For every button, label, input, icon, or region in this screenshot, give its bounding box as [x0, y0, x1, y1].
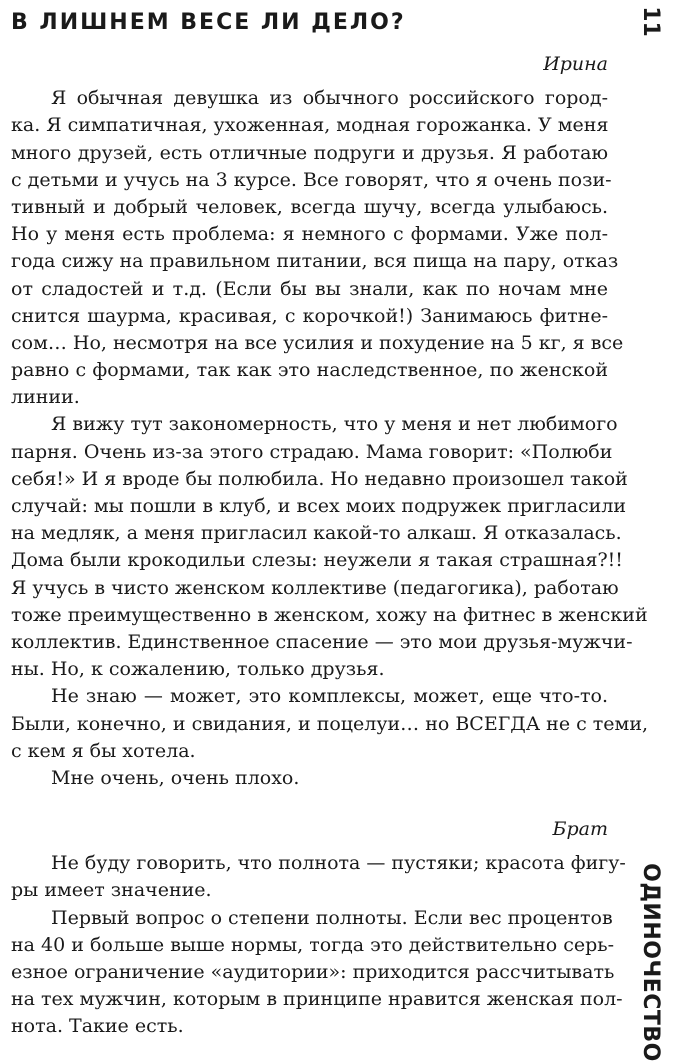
text-line: линии. [11, 386, 80, 409]
letter-author: Ирина [543, 53, 608, 75]
text-line: Я учусь в чисто женском коллективе (педагогика), работаю [11, 576, 619, 599]
letter-paragraph [11, 765, 608, 792]
text-line: парня. Очень из-за этого страдаю. Мама говорит: «Полюби [11, 440, 613, 463]
text-line: на медляк, а меня пригласил какой-то алкаш. Я отказалась. [11, 522, 622, 545]
page-number-label: 11 [637, 5, 663, 37]
text-line: много друзей, есть отличные подруги и друзья. Я работаю [11, 141, 608, 164]
text-line: Дома были крокодильи слезы: неужели я такая страшная?!! [11, 549, 623, 572]
text-line: коллектив. Единственное спасение — это мои друзья-мужчи- [11, 630, 633, 653]
text-line: от сладостей и т.д. (Если бы вы знали, как по ночам мне [11, 277, 608, 300]
text-line: ка. Я симпатичная, ухоженная, модная горожанка. У меня [11, 114, 609, 137]
text-line: Я вижу тут закономерность, что у меня и нет любимого [51, 413, 618, 436]
text-line: езное ограничение «аудитории»: приходится рассчитывать [11, 961, 615, 984]
reply-author: Брат [552, 818, 608, 841]
text-line: ны. Но, к сожалению, только друзья. [11, 658, 385, 681]
text-line: себя!» И я вроде бы полюбила. Но недавно произошел такой [11, 467, 628, 490]
text-line: года сижу на правильном питании, вся пища на пару, отказ [11, 250, 619, 273]
text-line: тоже преимущественно в женском, хожу на фитнес в женский [11, 603, 648, 626]
text-line: тивный и добрый человек, всегда шучу, всегда улыбаюсь. [11, 195, 608, 218]
text-line: Не буду говорить, что полнота — пустяки; красота фигу- [51, 852, 626, 875]
reply-paragraph [11, 905, 623, 1041]
running-head [635, 862, 665, 1061]
text-line: снится шаурма, красивая, с корочкой!) Занимаюсь фитне- [11, 304, 608, 327]
text-line: Но у меня есть проблема: я немного с формами. Уже пол- [11, 223, 608, 246]
text-line: Мне очень, очень плохо. [51, 766, 300, 789]
text-line: Я обычная девушка из обычного российского город- [51, 87, 608, 110]
text-line: на 40 и больше выше нормы, тогда это действительно серь- [11, 933, 615, 956]
page-margin [635, 0, 665, 1061]
text-line: сом… Но, несмотря на все усилия и похудение на 5 кг, я все [11, 331, 624, 354]
letter-paragraph [11, 683, 649, 765]
reply-paragraph [11, 850, 626, 904]
body-text [11, 50, 649, 1041]
text-line: с кем я бы хотела. [11, 739, 196, 762]
text-line: нота. Такие есть. [11, 1015, 184, 1038]
text-line: Первый вопрос о степени полноты. Если вес процентов [51, 906, 613, 929]
text-line: ры имеет значение. [11, 879, 212, 902]
text-line: Были, конечно, и свидания, и поцелуи… но ВСЕГДА не с теми, [11, 712, 649, 735]
letter-paragraph [11, 85, 624, 411]
text-line: равно с формами, так как это наследственное, по женской [11, 359, 608, 382]
letter-paragraph [11, 411, 648, 683]
text-line: случай: мы пошли в клуб, и всех моих подружек пригласили [11, 495, 627, 518]
text-line: Не знаю — может, это комплексы, может, еще что-то. [51, 685, 608, 708]
running-head-label: ОДИНОЧЕСТВО [637, 862, 663, 1061]
text-line: на тех мужчин, которым в принципе нравится женская пол- [11, 988, 623, 1011]
text-line: с детьми и учусь на 3 курсе. Все говорят, что я очень пози- [11, 168, 612, 191]
chapter-title: В ЛИШНЕМ ВЕСЕ ЛИ ДЕЛО? [11, 10, 406, 35]
page-number [635, 6, 665, 36]
